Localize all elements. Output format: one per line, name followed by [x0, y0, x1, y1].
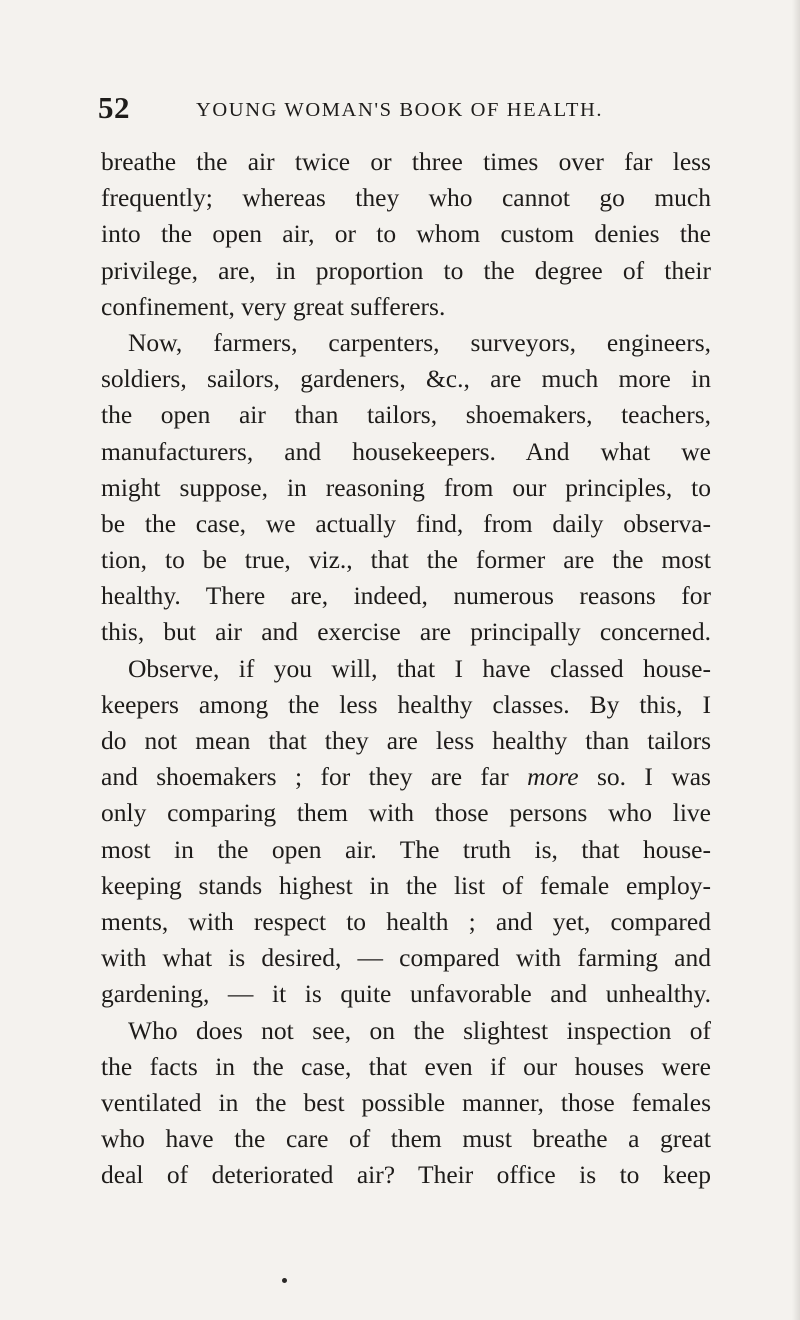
running-head: YOUNG WOMAN'S BOOK OF HEALTH. [196, 99, 604, 121]
text-line: Who does not see, on the slightest inspection of [128, 1015, 711, 1045]
text-line: Observe, if you will, that I have classed house- [128, 653, 711, 683]
text-fragment: so. I was [578, 762, 711, 792]
page-number: 52 [98, 90, 130, 125]
text-line: who have the care of them must breathe a great [101, 1124, 711, 1154]
text-line: breathe the air twice or three times over far less [101, 147, 711, 176]
page-header [98, 90, 638, 126]
text-line: healthy. There are, indeed, numerous reasons for [101, 581, 711, 611]
text-line [101, 759, 711, 795]
text-line: into the open air, or to whom custom denies the [101, 219, 711, 249]
text-line: privilege, are, in proportion to the degree of their [101, 255, 711, 285]
text-fragment: and shoemakers ; for they are far [101, 762, 528, 792]
text-line: only comparing them with those persons who live [101, 798, 711, 828]
text-line: do not mean that they are less healthy than tailors [101, 726, 711, 755]
text-line: the facts in the case, that even if our houses were [101, 1051, 711, 1081]
text-line: deal of deteriorated air? Their office is to keep [101, 1160, 711, 1190]
text-line: soldiers, sailors, gardeners, &c., are much more in [101, 364, 711, 394]
text-line: might suppose, in reasoning from our principles, to [101, 472, 711, 502]
text-line: ments, with respect to health ; and yet, compared [101, 906, 711, 936]
text-line: keepers among the less healthy classes. By this, I [101, 689, 711, 719]
text-line: keeping stands highest in the list of female employ- [101, 870, 711, 900]
text-line: gardening, — it is quite unfavorable and unhealthy. [101, 979, 711, 1009]
text-line: manufacturers, and housekeepers. And what we [101, 436, 711, 466]
text-line: confinement, very great sufferers. [101, 291, 446, 321]
text-line: tion, to be true, viz., that the former are the most [101, 545, 711, 575]
body-text [101, 144, 711, 1193]
page-edge [792, 0, 800, 1320]
text-line: ventilated in the best possible manner, those females [101, 1087, 711, 1117]
emphasis-text: more [527, 762, 579, 792]
text-line: be the case, we actually find, from daily observa- [101, 508, 711, 538]
text-line: with what is desired, — compared with farming and [101, 943, 711, 973]
text-line: most in the open air. The truth is, that house- [101, 834, 711, 864]
text-line: this, but air and exercise are principally concerned. [101, 617, 711, 647]
text-line: the open air than tailors, shoemakers, teachers, [101, 400, 711, 430]
text-line: Now, farmers, carpenters, surveyors, engineers, [128, 327, 711, 357]
printer-mark [282, 1278, 287, 1283]
text-line: frequently; whereas they who cannot go much [101, 183, 711, 213]
